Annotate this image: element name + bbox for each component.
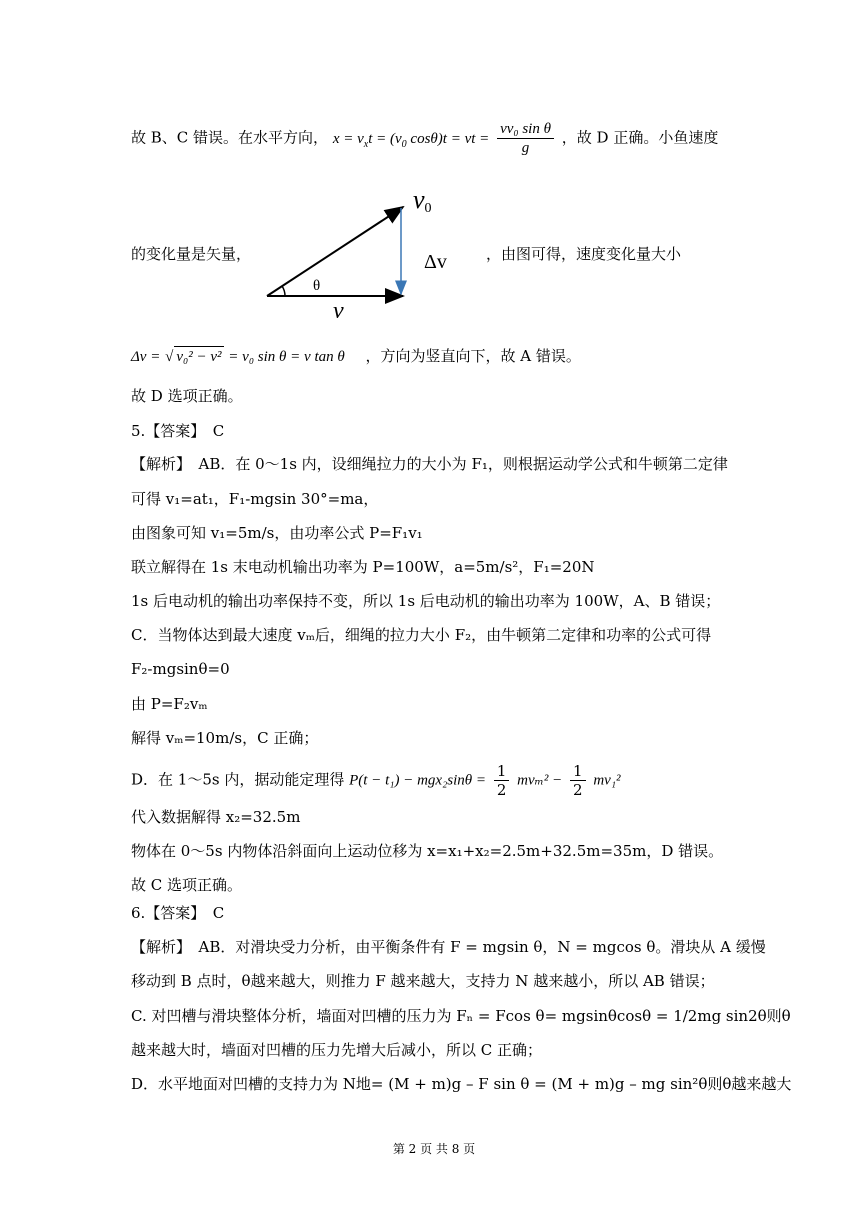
text-line: 故 D 选项正确。 [131, 387, 243, 405]
text-line: C．当物体达到最大速度 vₘ后，细绳的拉力大小 F₂，由牛顿第二定律和功率的公式可得 [131, 626, 712, 644]
text-line [131, 762, 621, 799]
velocity-vector-diagram [255, 180, 455, 320]
theta-label: θ [313, 278, 321, 294]
text-line [131, 120, 718, 157]
text-line: 解得 vₘ=10m/s，C 正确； [131, 729, 319, 747]
text-line: 物体在 0～5s 内物体沿斜面向上运动位移为 x=x₁+x₂=2.5m+32.5m=35m，D 错误。 [131, 842, 724, 860]
fraction: $\frac{1}{2}$ [494, 762, 510, 799]
text-segment: 的变化量是矢量， [131, 245, 252, 263]
text-line [486, 244, 681, 264]
answer-heading: 6.【答案】 C [131, 904, 225, 922]
fraction: $\frac{1}{2}$ [570, 762, 586, 799]
formula: mv₁² [593, 772, 621, 789]
delta-v-label: Δv [424, 251, 447, 273]
text-line: 移动到 B 点时，θ越来越大，则推力 F 越来越大，支持力 N 越来越小，所以 AB 错误； [131, 972, 715, 990]
v-label: v [333, 298, 344, 320]
text-line: 由 P=F₂vₘ [131, 695, 208, 713]
text-line: 【解析】 AB．对滑块受力分析，由平衡条件有 F = mgsin θ，N = mgcos θ。滑块从 A 缓慢 [131, 938, 766, 956]
text-segment: ，故 D 正确。小鱼速度 [561, 128, 719, 147]
text-segment: ，由图可得，速度变化量大小 [486, 245, 682, 263]
text-line: F₂-mgsinθ=0 [131, 660, 230, 678]
theta-arc [282, 286, 285, 296]
text-line: 【解析】 AB．在 0～1s 内，设细绳拉力的大小为 F₁，则根据运动学公式和牛顿第二定律 [131, 455, 728, 473]
text-line: 联立解得在 1s 末电动机输出功率为 P=100W，a=5m/s²，F₁=20N [131, 558, 595, 576]
text-line: 故 C 选项正确。 [131, 876, 243, 894]
fraction: $\frac{\text{vv₀ sin θ}}{g}$ [497, 120, 554, 157]
formula: $x = v_xt = (v_0$ cosθ)t = vt = [332, 130, 490, 150]
text-line: 越来越大时，墙面对凹槽的压力先增大后减小，所以 C 正确； [131, 1041, 543, 1059]
text-segment: ，方向为竖直向下，故 A 错误。 [365, 347, 581, 365]
text-line: 1s 后电动机的输出功率保持不变，所以 1s 后电动机的输出功率为 100W，A、B 错误； [131, 592, 721, 610]
v0-label: v0 [413, 185, 432, 216]
text-line: D．水平地面对凹槽的支持力为 N地= (M + m)g – F sin θ = (M + m)g – mg sin²θ则θ越来越大 [131, 1075, 792, 1093]
answer-heading: 5.【答案】 C [131, 422, 225, 440]
v0-vector-arrow [267, 207, 403, 296]
formula: P(t − t₁) − mgx₂sinθ = [349, 772, 487, 789]
text-segment: D．在 1～5s 内，据动能定理得 [131, 770, 345, 789]
text-line: 代入数据解得 x₂=32.5m [131, 808, 301, 826]
text-segment: 故 B、C 错误。在水平方向， [131, 128, 329, 147]
formula: = v₀ sin θ = v tan θ [228, 349, 345, 365]
formula: Δv = [131, 349, 161, 365]
text-line [131, 244, 251, 264]
text-line: 可得 v₁=at₁，F₁-mgsin 30°=ma， [131, 490, 379, 508]
text-line: 由图象可知 v₁=5m/s，由功率公式 P=F₁v₁ [131, 524, 423, 542]
formula: mvₘ² − [517, 772, 563, 789]
text-line: C. 对凹槽与滑块整体分析，墙面对凹槽的压力为 Fₙ = Fcos θ= mgsinθcosθ = 1/2mg sin2θ则θ [131, 1007, 791, 1025]
sqrt-formula: √ v₀² − v² [165, 349, 223, 365]
page-footer: 第 2 页 共 8 页 [392, 1142, 476, 1156]
text-line [131, 346, 581, 367]
